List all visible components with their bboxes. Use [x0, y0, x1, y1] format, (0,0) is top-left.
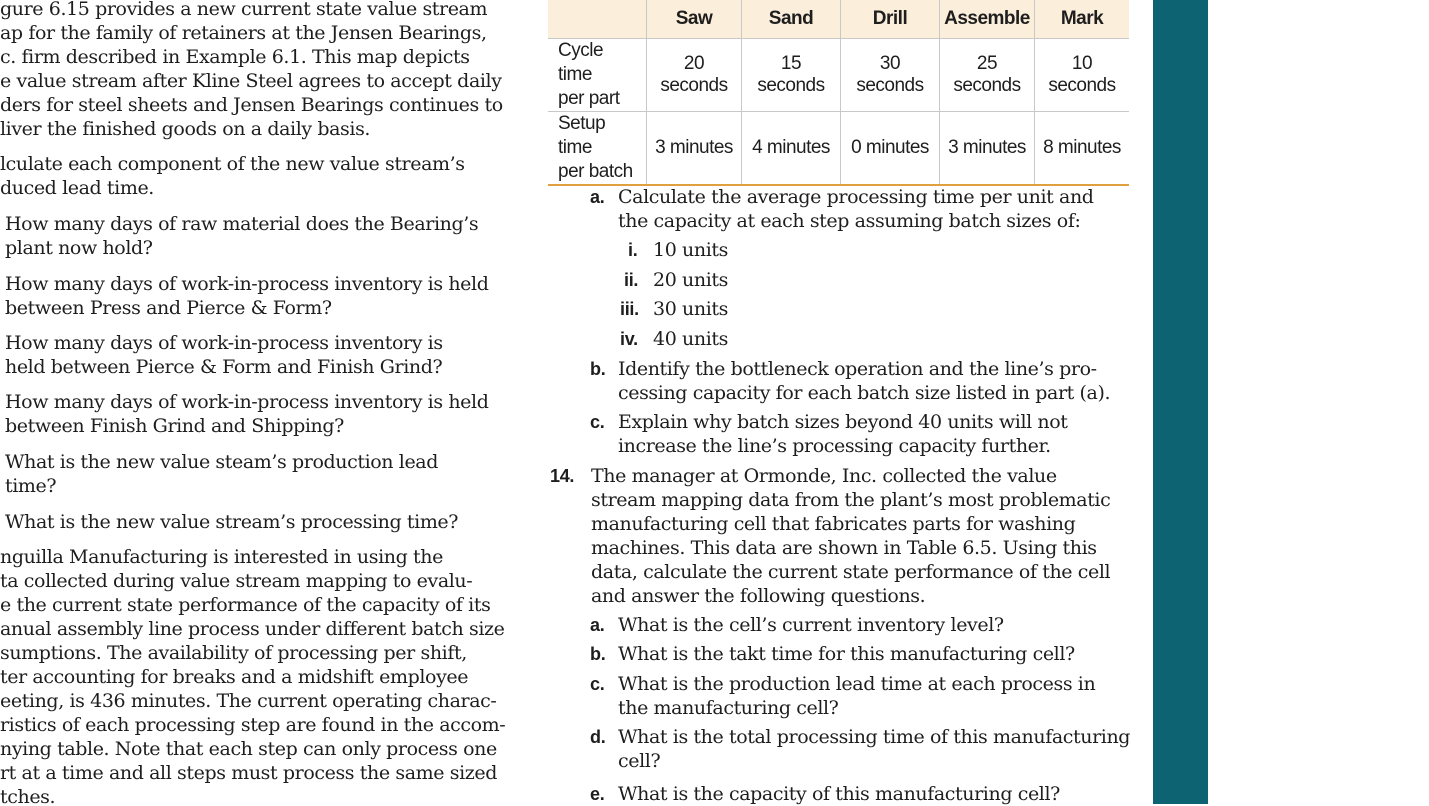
- q14-part-line: What is the takt time for this manufacturing cell?: [618, 643, 1075, 665]
- part-b-line: cessing capacity for each batch size listed in part (a).: [618, 382, 1111, 404]
- part-c-line: Explain why batch sizes beyond 40 units will not: [618, 411, 1068, 433]
- anguilla-line: e the current state performance of the capacity of its: [0, 594, 491, 616]
- table-cell: 8 minutes: [1035, 112, 1130, 186]
- part-b-line: Identify the bottleneck operation and the line’s pro-: [618, 358, 1097, 380]
- question-line: What is the new value stream’s processing time?: [5, 511, 459, 533]
- table-header-cell: Drill: [841, 0, 940, 39]
- question-line: between Press and Pierce & Form?: [5, 297, 332, 319]
- anguilla-line: anual assembly line process under different batch size: [0, 618, 505, 640]
- anguilla-line: rt at a time and all steps must process the same sized: [0, 762, 497, 784]
- batch-text: 40 units: [653, 328, 728, 350]
- q14-line: The manager at Ormonde, Inc. collected the value: [591, 465, 1057, 487]
- batch-label: ii.: [624, 270, 639, 290]
- batch-label: iv.: [620, 329, 638, 349]
- question-line: between Finish Grind and Shipping?: [5, 415, 344, 437]
- table-header-cell: Saw: [647, 0, 742, 39]
- table-cell: 4 minutes: [742, 112, 841, 186]
- q14-line: and answer the following questions.: [591, 585, 926, 607]
- anguilla-line: nying table. Note that each step can only process one: [0, 738, 497, 760]
- table-cell: 3 minutes: [647, 112, 742, 186]
- table-cell: 3 minutes: [940, 112, 1035, 186]
- question-line: held between Pierce & Form and Finish Grind?: [5, 356, 443, 378]
- anguilla-line: ta collected during value stream mapping to evalu-: [0, 570, 473, 592]
- intro-line: gure 6.15 provides a new current state value stream: [0, 0, 488, 20]
- part-label: c.: [590, 412, 605, 432]
- calc-line: duced lead time.: [0, 177, 154, 199]
- intro-line: liver the finished goods on a daily basis.: [0, 118, 371, 140]
- question-line: How many days of work-in-process inventory is held: [5, 273, 489, 295]
- part-a-line: Calculate the average processing time per unit and: [618, 186, 1094, 208]
- table-cell: 25 seconds: [940, 39, 1035, 112]
- question-number: 14.: [550, 466, 575, 486]
- part-label: e.: [590, 784, 605, 804]
- table-cell: 0 minutes: [841, 112, 940, 186]
- part-a-line: the capacity at each step assuming batch sizes of:: [618, 210, 1081, 232]
- intro-line: ap for the family of retainers at the Jensen Bearings,: [0, 22, 487, 44]
- right-column: [548, 0, 1148, 804]
- table-cell: 15 seconds: [742, 39, 841, 112]
- batch-text: 10 units: [653, 239, 728, 261]
- anguilla-line: ristics of each processing step are found in the accom-: [0, 714, 506, 736]
- q14-part-line: What is the production lead time at each process in: [618, 673, 1096, 695]
- q14-part-line: cell?: [618, 750, 661, 772]
- left-column: [0, 0, 540, 804]
- part-label: a.: [590, 187, 605, 207]
- part-label: b.: [590, 359, 606, 379]
- row-label: Setup time per batch: [548, 112, 647, 186]
- calc-line: lculate each component of the new value stream’s: [0, 153, 465, 175]
- table-header-cell: Assemble: [940, 0, 1035, 39]
- anguilla-line: sumptions. The availability of processing per shift,: [0, 642, 467, 664]
- intro-line: e value stream after Kline Steel agrees to accept daily: [0, 70, 502, 92]
- q14-part-line: What is the cell’s current inventory level?: [618, 614, 1004, 636]
- operations-table: [548, 0, 1129, 186]
- question-line: plant now hold?: [5, 237, 153, 259]
- question-line: What is the new value steam’s production lead: [5, 451, 438, 473]
- intro-line: c. firm described in Example 6.1. This map depicts: [0, 46, 470, 68]
- part-label: c.: [590, 674, 605, 694]
- table-cell: 20 seconds: [647, 39, 742, 112]
- part-c-line: increase the line’s processing capacity further.: [618, 435, 1051, 457]
- anguilla-line: nguilla Manufacturing is interested in using the: [0, 546, 443, 568]
- table-row: [548, 112, 1129, 186]
- question-line: How many days of work-in-process inventory is: [5, 332, 443, 354]
- table-header-row: [548, 0, 1129, 39]
- part-label: a.: [590, 615, 605, 635]
- batch-text: 20 units: [653, 269, 728, 291]
- table-cell: 30 seconds: [841, 39, 940, 112]
- question-line: How many days of work-in-process inventory is held: [5, 391, 489, 413]
- question-line: How many days of raw material does the Bearing’s: [5, 213, 479, 235]
- row-label: Cycle time per part: [548, 39, 647, 112]
- table-header-cell: [548, 0, 647, 39]
- anguilla-line: ter accounting for breaks and a midshift employee: [0, 666, 469, 688]
- page-edge-bar: [1153, 0, 1208, 804]
- table-header-cell: Sand: [742, 0, 841, 39]
- q14-line: manufacturing cell that fabricates parts for washing: [591, 513, 1076, 535]
- batch-label: iii.: [620, 299, 639, 319]
- table-row: [548, 39, 1129, 112]
- table-cell: 10 seconds: [1035, 39, 1130, 112]
- part-label: b.: [590, 644, 606, 664]
- anguilla-line: eeting, is 436 minutes. The current operating charac-: [0, 690, 497, 712]
- q14-line: stream mapping data from the plant’s most problematic: [591, 489, 1111, 511]
- q14-part-line: What is the capacity of this manufacturing cell?: [618, 783, 1060, 805]
- anguilla-line: tches.: [0, 786, 56, 804]
- batch-label: i.: [628, 240, 638, 260]
- intro-line: ders for steel sheets and Jensen Bearings continues to: [0, 94, 503, 116]
- table-header-cell: Mark: [1035, 0, 1130, 39]
- q14-line: data, calculate the current state performance of the cell: [591, 561, 1111, 583]
- batch-text: 30 units: [653, 298, 728, 320]
- q14-part-line: What is the total processing time of this manufacturing: [618, 726, 1131, 748]
- part-label: d.: [590, 727, 606, 747]
- q14-part-line: the manufacturing cell?: [618, 697, 839, 719]
- question-line: time?: [5, 475, 57, 497]
- q14-line: machines. This data are shown in Table 6.5. Using this: [591, 537, 1097, 559]
